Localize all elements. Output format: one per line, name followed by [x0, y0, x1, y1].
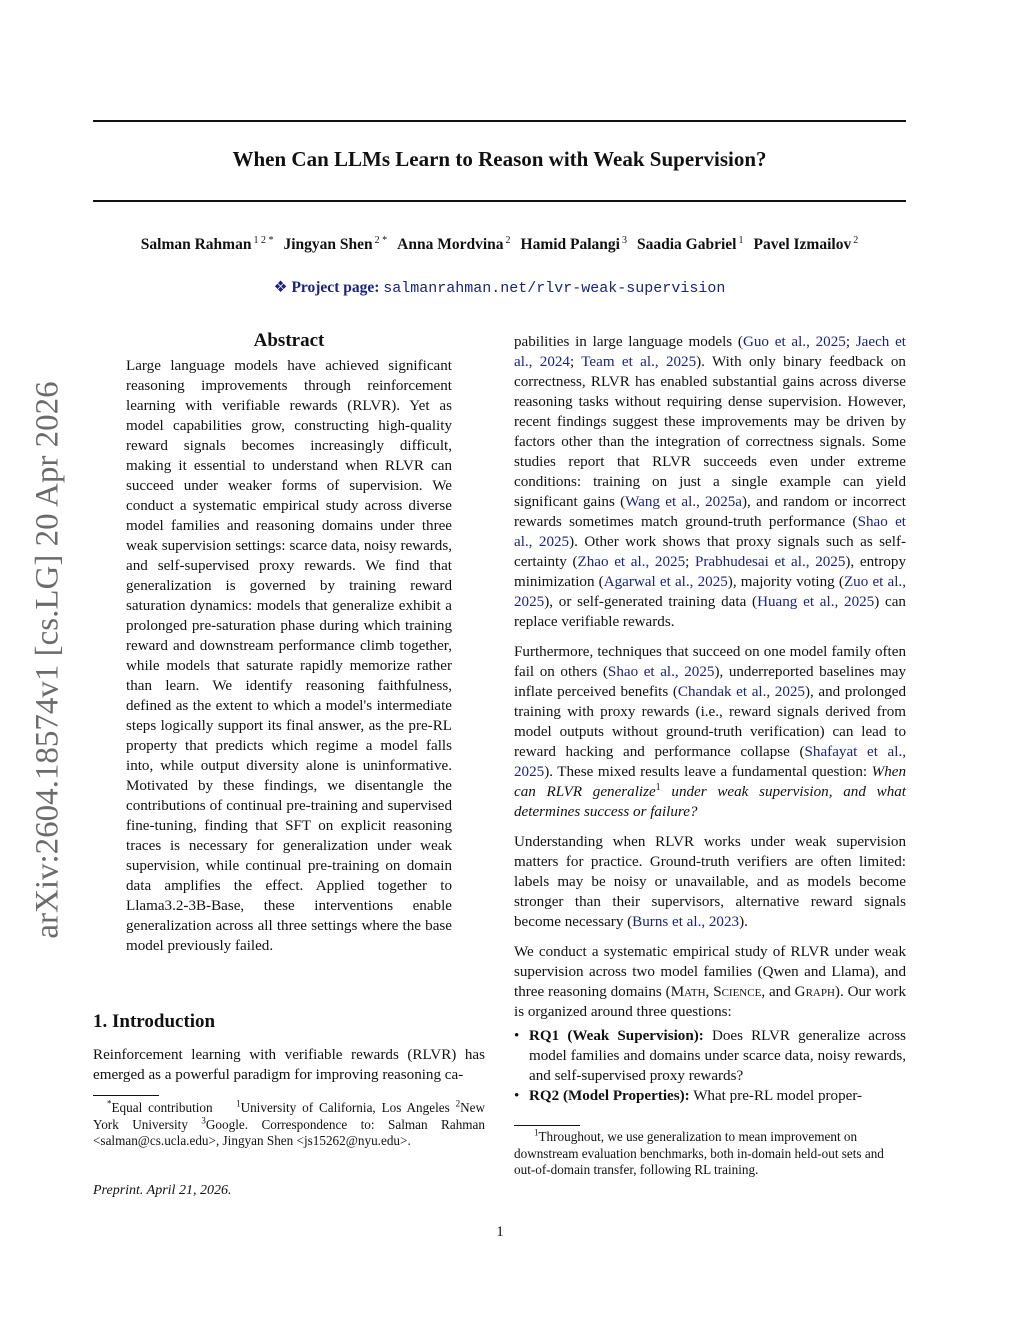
intro-paragraph-cont — [514, 332, 906, 632]
section-heading-introduction: 1. Introduction — [93, 1011, 216, 1032]
project-page-label: Project page: — [291, 279, 380, 296]
footnote-rule-right — [514, 1125, 580, 1126]
domain-name: Math — [670, 984, 706, 1000]
author-name: Hamid Palangi $^3$ — [520, 234, 627, 253]
citation-link[interactable]: Chandak et al., 2025 — [677, 684, 805, 700]
author-name: Saadia Gabriel $^1$ — [637, 234, 744, 253]
citation-link[interactable]: Zhao et al., 2025 — [577, 554, 686, 570]
footnote-rule-left — [93, 1095, 159, 1096]
research-question-label: RQ2 (Model Properties): — [529, 1088, 690, 1104]
text-run: ), or self-generated training data ( — [544, 594, 758, 610]
text-run: ), majority voting ( — [727, 574, 844, 590]
citation-link[interactable]: Prabhudesai et al., 2025 — [695, 554, 846, 570]
affiliation-2: New York University — [93, 1100, 485, 1132]
intro-paragraph-4 — [514, 942, 906, 1022]
citation-link[interactable]: Burns et al., 2023 — [632, 914, 740, 930]
author-name: Jingyan Shen $^{2 *}$ — [283, 234, 388, 253]
research-question-italic: When can RLVR generalize — [514, 764, 906, 800]
author-list — [93, 236, 906, 254]
author-name: Salman Rahman $^{1 2 *}$ — [140, 234, 274, 253]
text-run: ). — [739, 914, 748, 930]
correspondence-note: Correspondence to: Salman Rahman <salman@cs.ucla.edu>, Jingyan Shen <js15262@nyu.edu>. — [93, 1116, 485, 1148]
citation-link[interactable]: Jaech et al., 2024 — [514, 334, 907, 370]
research-question-item — [514, 1026, 906, 1086]
footnote-marker[interactable]: 1 — [655, 781, 661, 793]
arxiv-stamp — [20, 363, 76, 958]
title-bottom-rule — [93, 200, 906, 202]
citation-link[interactable]: Wang et al., 2025a — [625, 494, 742, 510]
citation-link[interactable]: Team et al., 2025 — [581, 354, 697, 370]
affiliation-1: University of California, Los Angeles — [240, 1100, 450, 1115]
text-run: pabilities in large language models ( — [514, 334, 743, 350]
author-name: Pavel Izmailov $^2$ — [753, 234, 859, 253]
footnote-affiliations: *Equal contribution $^1$University of California, Los Angeles $^2$New York University $^3$Google. Correspondence to: Salman Rahman <salman@cs.ucla.edu>, Jingyan Shen <js15262@nyu.edu>. — [93, 1098, 485, 1148]
text-run: Furthermore, techniques that succeed on one model family often fail on others ( — [514, 644, 906, 680]
preprint-date: Preprint. April 21, 2026. — [93, 1183, 232, 1198]
intro-paragraph-3 — [514, 832, 906, 932]
author-name: Anna Mordvina $^2$ — [397, 234, 511, 253]
citation-link[interactable]: Shao et al., 2025 — [607, 664, 715, 680]
citation-link[interactable]: Huang et al., 2025 — [757, 594, 875, 610]
abstract-body: Large language models have achieved significant reasoning improvements through reinforcement learning with verifiable rewards (RLVR). Yet as model capabilities grow, constructing high-quality reward signals becomes increasingly difficult, making it essential to understand when RLVR can succeed under weaker forms of supervision. We conduct a systematic empirical study across diverse model families and reasoning domains under three weak supervision settings: scarce data, noisy rewards, and self-supervised proxy rewards. We find that generalization is governed by training reward saturation dynamics: models that generalize exhibit a prolonged pre-saturation phase during which training reward and downstream performance climb together, while models that saturate rapidly memorize rather than learn. We identify reasoning faithfulness, defined as the extent to which a model's intermediate steps logically support its final answer, as the pre-RL property that predicts which regime a model falls into, while output diversity alone is uninformative. Motivated by these findings, we disentangle the contributions of continual pre-training and supervised fine-tuning, finding that SFT on explicit reasoning traces is necessary for generalization under weak supervision, while continual pre-training on domain data amplifies the effect. Applied together to Llama3.2-3B-Base, these interventions enable generalization across all three settings where the base model previously failed. — [126, 358, 452, 954]
text-run: ) can replace verifiable rewards. — [514, 594, 906, 630]
research-question-italic: under weak supervision, and what determines success or failure? — [514, 784, 906, 820]
domain-name: Graph — [794, 984, 835, 1000]
research-questions-list — [514, 1026, 906, 1106]
text-run: ). These mixed results leave a fundamental question: — [544, 764, 872, 780]
research-question-text: Does RLVR generalize across model families and domains under scarce data, noisy rewards, and self-supervised proxy rewards? — [529, 1028, 906, 1084]
page-number: 1 — [496, 1224, 504, 1240]
paper-title: When Can LLMs Learn to Reason with Weak Supervision? — [232, 147, 767, 171]
text-run: , — [705, 984, 714, 1000]
text-run: We conduct a systematic empirical study of RLVR under weak supervision across two model families (Qwen and Llama), and three reasoning domains ( — [514, 944, 906, 1000]
text-run: ), underreported baselines may inflate perceived benefits ( — [514, 664, 906, 700]
right-column — [514, 332, 906, 1106]
text-run: ; — [685, 554, 696, 570]
text-run: ), and prolonged training with proxy rewards (i.e., reward signals derived from model outputs without ground-truth verification) can lead to reward hacking and performance collapse ( — [514, 684, 907, 760]
text-run: ), entropy minimization ( — [514, 554, 906, 590]
research-question-label: RQ1 (Weak Supervision): — [529, 1028, 704, 1044]
citation-link[interactable]: Agarwal et al., 2025 — [603, 574, 728, 590]
abstract-heading: Abstract — [253, 330, 325, 351]
top-rule — [93, 120, 906, 122]
project-page-link[interactable]: salmanrahman.net/rlvr-weak-supervision — [383, 280, 726, 297]
text-run: ). Our work is organized around three questions: — [514, 984, 907, 1020]
domain-name: Science — [713, 984, 762, 1000]
intro-paragraph-2 — [514, 642, 906, 822]
research-question-item — [514, 1086, 906, 1106]
text-run: ; — [569, 354, 582, 370]
text-run: ; — [845, 334, 856, 350]
citation-link[interactable]: Shao et al., 2025 — [514, 514, 906, 550]
text-run: ), and random or incorrect rewards sometimes match ground-truth performance ( — [514, 494, 906, 530]
citation-link[interactable]: Zuo et al., 2025 — [514, 574, 906, 610]
citation-link[interactable]: Guo et al., 2025 — [742, 334, 846, 350]
text-run: Understanding when RLVR works under weak supervision matters for practice. Ground-truth verifiers are often limited: labels may be noisy or unavailable, and as models become stronger than their supervisors, alternative reward signals become necessary ( — [514, 834, 906, 930]
citation-link[interactable]: Shafayat et al., 2025 — [514, 744, 906, 780]
arxiv-stamp-text: arXiv:2604.18574v1 [cs.LG] 20 Apr 2026 — [29, 381, 66, 939]
text-run: , and — [761, 984, 795, 1000]
diamond-icon: ❖ — [273, 279, 288, 296]
research-question-text: What pre-RL model proper- — [689, 1088, 863, 1104]
intro-paragraph: Reinforcement learning with verifiable rewards (RLVR) has emerged as a powerful paradigm for improving reasoning ca- — [93, 1047, 485, 1083]
equal-contribution-note: Equal contribution — [111, 1100, 213, 1115]
footnote-generalization: $^1$Throughout, we use generalization to mean improvement on downstream evaluation benchmarks, both in-domain held-out sets and out-of-domain transfer, following RL training. — [514, 1127, 884, 1177]
text-run: ). With only binary feedback on correctness, RLVR has enabled substantial gains across diverse reasoning tasks without requiring dense supervision. However, recent findings suggest these improvements may be driven by factors other than the integration of correctness signals. Some studies report that RLVR succeeds even under extreme conditions: training on just a single example can yield significant gains ( — [514, 354, 906, 510]
affiliation-3: Google. — [205, 1116, 249, 1132]
text-run: ). Other work shows that proxy signals such as self-certainty ( — [514, 534, 906, 570]
project-page-line — [93, 278, 906, 297]
